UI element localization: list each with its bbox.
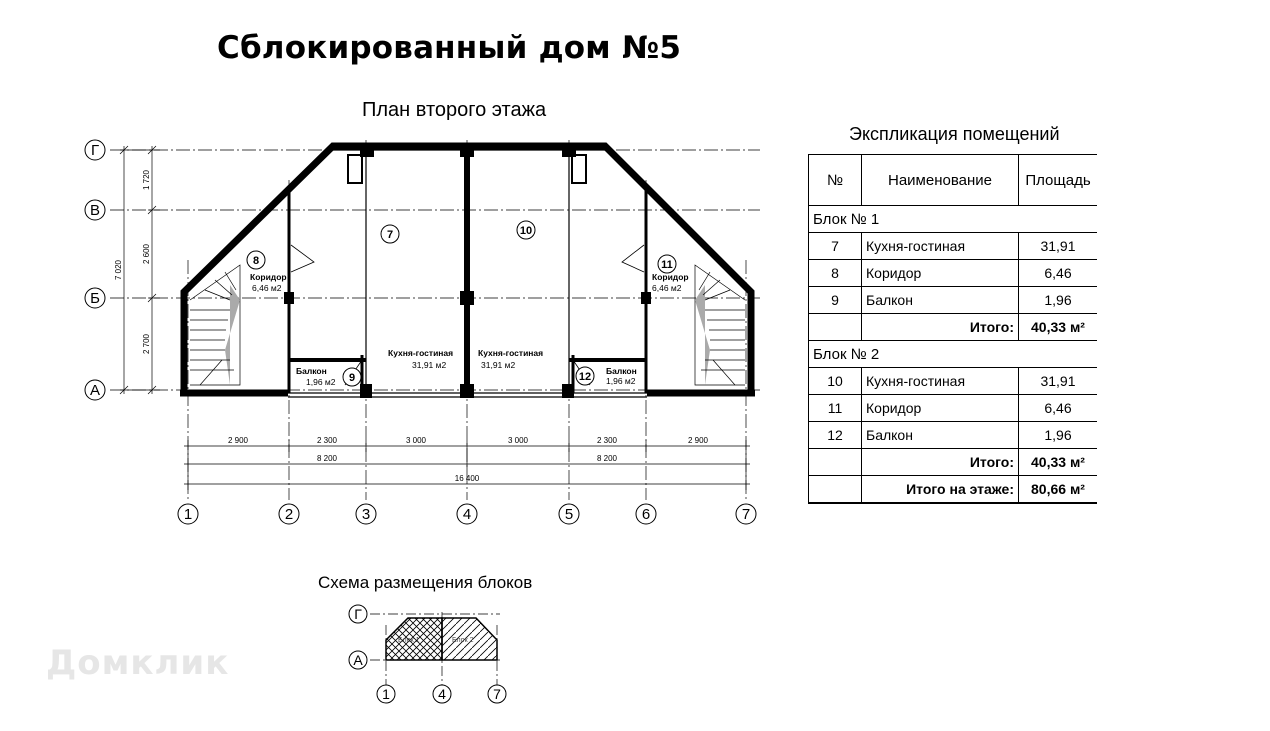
svg-text:2 900: 2 900 [687,436,709,445]
room-area-9: 1,96 м2 [306,377,336,387]
room-number-7: 7 [386,229,394,241]
row-axis-markers [85,140,105,400]
svg-text:4: 4 [438,686,446,702]
svg-text:7 020: 7 020 [114,259,123,281]
horizontal-dimension-labels [228,436,709,483]
schema-block-2: Блок 2 [452,637,474,644]
block-1-total-row: Итого: 40,33 м² [809,314,1098,341]
room-name-7: Кухня-гостиная [388,348,454,358]
plan-title: План второго этажа [362,99,547,121]
svg-text:7: 7 [493,686,501,702]
room-area-8: 6,46 м2 [252,283,282,293]
table-row: 7 Кухня-гостиная 31,91 [809,233,1098,260]
block-schema [349,605,506,703]
room-name-11: Коридор [652,272,689,282]
svg-text:16 400: 16 400 [454,474,480,483]
svg-text:3 000: 3 000 [405,436,427,445]
svg-text:4: 4 [462,506,472,523]
svg-text:3 000: 3 000 [507,436,529,445]
room-number-8: 8 [252,255,260,267]
svg-text:А: А [353,652,363,668]
svg-text:2: 2 [284,506,294,523]
block-2-label: Блок № 2 [809,341,1098,368]
svg-text:2 300: 2 300 [316,436,338,445]
room-name-8: Коридор [250,272,287,282]
room-area-11: 6,46 м2 [652,283,682,293]
room-number-10: 10 [519,225,533,237]
svg-text:8 200: 8 200 [596,454,618,463]
schema-title: Схема размещения блоков [318,573,533,592]
page-title: Сблокированный дом №5 [217,30,682,66]
floor-total-row: Итого на этаже: 80,66 м² [809,476,1098,504]
room-area-7: 31,91 м2 [412,360,447,370]
svg-text:3: 3 [361,506,371,523]
vertical-dimensions [120,146,160,394]
schema-block-1: Блок 1 [398,637,420,644]
svg-text:Г: Г [354,606,362,622]
table-row: 11 Коридор 6,46 [809,395,1098,422]
svg-text:1: 1 [382,686,390,702]
svg-text:2 700: 2 700 [142,333,151,355]
header-name: Наименование [862,155,1019,206]
vertical-dimension-labels [114,169,151,354]
svg-text:1: 1 [183,506,193,523]
room-name-9: Балкон [296,366,327,376]
explication-title: Экспликация помещений [849,124,1060,144]
header-area: Площадь [1019,155,1098,206]
room-name-10: Кухня-гостиная [478,348,544,358]
room-number-9: 9 [348,372,356,384]
block-2-total-row: Итого: 40,33 м² [809,449,1098,476]
svg-text:5: 5 [564,506,574,523]
table-row: 10 Кухня-гостиная 31,91 [809,368,1098,395]
table-row: 12 Балкон 1,96 [809,422,1098,449]
axis-label-g: Г [90,142,100,159]
header-num: № [809,155,862,206]
watermark: Домклик [46,643,230,683]
svg-text:1 720: 1 720 [142,169,151,191]
explication-table [808,154,1097,504]
room-name-12: Балкон [606,366,637,376]
axis-label-a: А [89,382,101,399]
interior-walls [289,150,646,393]
axis-label-b: Б [90,290,100,307]
room-area-12: 1,96 м2 [606,376,636,386]
room-number-11: 11 [661,259,673,271]
room-area-10: 31,91 м2 [481,360,516,370]
svg-text:6: 6 [641,506,651,523]
axis-label-v: В [89,202,101,219]
table-row: 9 Балкон 1,96 [809,287,1098,314]
column-axis-markers [178,504,756,524]
svg-text:8 200: 8 200 [316,454,338,463]
svg-text:7: 7 [741,506,751,523]
table-row: 8 Коридор 6,46 [809,260,1098,287]
room-number-12: 12 [578,371,592,383]
svg-text:2 600: 2 600 [142,243,151,265]
block-1-label: Блок № 1 [809,206,1098,233]
svg-text:2 900: 2 900 [227,436,249,445]
svg-text:2 300: 2 300 [596,436,618,445]
